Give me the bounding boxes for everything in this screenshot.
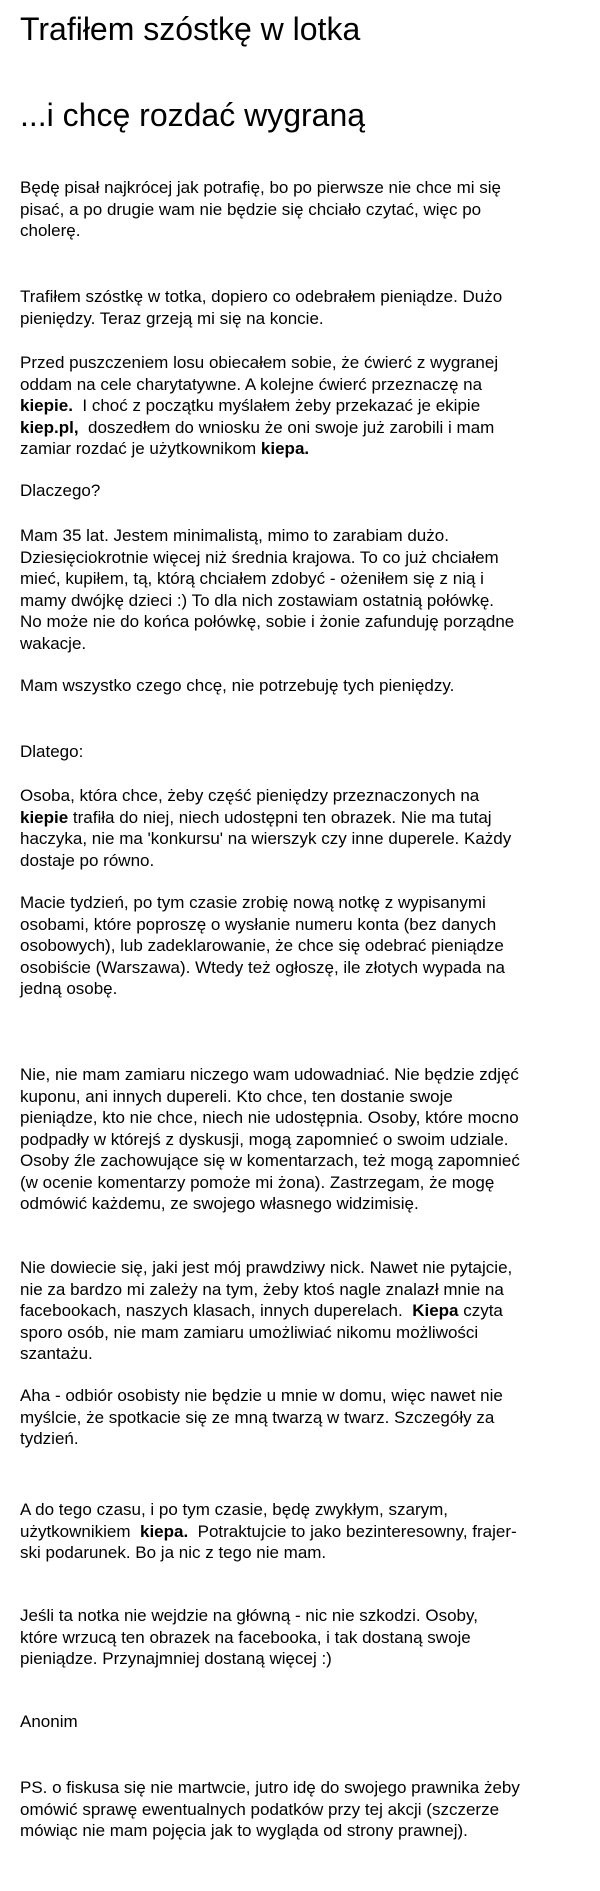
text-run: Macie tydzień, po tym czasie zrobię nową notkę z wypisanymi <box>20 893 486 912</box>
text-run: Dlaczego? <box>20 481 101 500</box>
text-line <box>20 1279 585 1301</box>
text-line <box>20 1820 585 1842</box>
bold-text: kiepie <box>20 807 69 827</box>
text-line <box>20 1385 585 1407</box>
text-run: I choć z początku myślałem żeby przekazać je ekipie <box>72 396 481 415</box>
text-line <box>20 1322 585 1344</box>
text-run: Będę pisał najkrócej jak potrafię, bo po pierwsze nie chce mi się <box>20 178 501 197</box>
text-run: Nie dowiecie się, jaki jest mój prawdziwy nick. Nawet nie pytajcie, <box>20 1258 513 1277</box>
text-run: mieć, kupiłem, tą, którą chciałem zdobyć - ożeniłem się z nią i <box>20 569 484 588</box>
text-line <box>20 1150 585 1172</box>
text-line <box>20 286 585 308</box>
facebook-paragraph <box>20 1605 585 1670</box>
text-line <box>20 1605 585 1627</box>
text-run: dostaje po równo. <box>20 850 155 870</box>
text-run: Mam wszystko czego chcę, nie potrzebuję tych pieniędzy. <box>20 676 455 695</box>
text-line <box>20 807 585 829</box>
text-run: Osoba, która chce, żeby część pieniędzy przeznaczonych na <box>20 786 480 805</box>
no-need-paragraph <box>20 675 585 697</box>
text-line <box>20 633 585 655</box>
text-line <box>20 1777 585 1799</box>
charity-paragraph <box>20 352 585 460</box>
text-line <box>20 1343 585 1365</box>
text-run: pieniędzy. Teraz grzeją mi się na koncie. <box>20 308 324 328</box>
text-line <box>20 1193 585 1215</box>
text-line <box>20 741 585 763</box>
intro-paragraph <box>20 177 585 242</box>
text-run: odmówić każdemu, ze swojego własnego widzimisię. <box>20 1194 419 1213</box>
text-line <box>20 1086 585 1108</box>
text-line <box>20 1064 585 1086</box>
text-line <box>20 611 585 633</box>
bold-text: Kiepa <box>412 1301 459 1320</box>
text-run: trafiła do niej, niech udostępni ten obrazek. Nie ma tutaj <box>68 807 492 827</box>
text-run: omówić sprawę ewentualnych podatków przy tej akcji (szczerze <box>20 1799 500 1819</box>
text-run: Aha - odbiór osobisty nie będzie u mnie w domu, więc nawet nie <box>20 1386 503 1405</box>
rules-paragraph <box>20 785 585 871</box>
text-run: Dziesięciokrotnie więcej niż średnia krajowa. To co już chciałem <box>20 547 499 567</box>
text-run: No może nie do końca połówkę, sobie i żonie zafunduję porządne <box>20 612 515 631</box>
text-line <box>20 220 585 242</box>
text-run: które wrzucą ten obrazek na facebooka, i tak dostaną swoje <box>20 1627 471 1647</box>
text-run: mamy dwójkę dzieci :) To dla nich zostawiam ostatnią połówkę. <box>20 590 495 610</box>
about-me-paragraph <box>20 525 585 654</box>
text-run: Anonim <box>20 1712 78 1731</box>
text-line <box>20 590 585 612</box>
text-run: Trafiłem szóstkę w totka, dopiero co odebrałem pieniądze. Dużo <box>20 287 503 306</box>
text-run: PS. o fiskusa się nie martwcie, jutro idę do swojego prawnika żeby <box>20 1778 520 1797</box>
text-line <box>20 1648 585 1670</box>
text-run: facebookach, naszych klasach, innych duperelach. <box>20 1301 413 1320</box>
text-run: Jeśli ta notka nie wejdzie na główną - nic nie szkodzi. Osoby, <box>20 1606 478 1625</box>
text-run: czyta <box>458 1301 503 1320</box>
pickup-paragraph <box>20 1385 585 1450</box>
text-line <box>20 1711 585 1733</box>
text-run: jedną osobę. <box>20 979 118 998</box>
text-line <box>20 525 585 547</box>
text-run: Dlatego: <box>20 742 84 761</box>
text-run: wakacje. <box>20 633 87 653</box>
text-line <box>20 568 585 590</box>
text-line <box>20 1300 585 1322</box>
text-line <box>20 957 585 979</box>
timeline-paragraph <box>20 892 585 1000</box>
text-run: doszedłem do wniosku że oni swoje już zarobili i mam <box>78 417 495 437</box>
text-run: nie za bardzo mi zależy na tym, żeby ktoś nagle znalazł mnie na <box>20 1279 504 1299</box>
page-title: Trafiłem szóstkę w lotka <box>20 11 361 47</box>
text-line <box>20 480 585 502</box>
text-line <box>20 1499 585 1521</box>
text-line <box>20 675 585 697</box>
meanwhile-paragraph <box>20 1499 585 1564</box>
text-run: zamiar rozdać je użytkownikom <box>20 439 261 458</box>
text-line <box>20 1172 585 1194</box>
why-paragraph <box>20 480 585 502</box>
text-line <box>20 417 585 439</box>
text-line <box>20 1129 585 1151</box>
bold-text: kiepa. <box>139 1521 189 1541</box>
text-run: Nie, nie mam zamiaru niczego wam udowadniać. Nie będzie zdjęć <box>20 1065 519 1084</box>
text-line <box>20 547 585 569</box>
text-line <box>20 1799 585 1821</box>
text-run: użytkownikiem <box>20 1521 140 1541</box>
text-run: Mam 35 lat. Jestem minimalistą, mimo to zarabiam dużo. <box>20 526 449 545</box>
text-line <box>20 828 585 850</box>
text-line <box>20 199 585 221</box>
text-line <box>20 914 585 936</box>
text-run: cholerę. <box>20 221 81 240</box>
text-run: oddam na cele charytatywne. A kolejne ćwierć przeznaczę na <box>20 374 483 394</box>
text-run: szantażu. <box>20 1344 93 1363</box>
text-run: A do tego czasu, i po tym czasie, będę zwykłym, szarym, <box>20 1500 448 1519</box>
text-run: pieniądze, kto nie chce, niech nie udostępnia. Osoby, które mocno <box>20 1108 519 1127</box>
text-line <box>20 1627 585 1649</box>
page-subtitle: ...i chcę rozdać wygraną <box>20 97 366 133</box>
text-run: pieniądze. Przynajmniej dostaną więcej :) <box>20 1649 332 1668</box>
text-line <box>20 850 585 872</box>
text-line <box>20 892 585 914</box>
text-run: Osoby źle zachowujące się w komentarzach, też mogą zapomnieć <box>20 1151 520 1170</box>
text-run: osobami, które poproszę o wysłanie numeru konta (bez danych <box>20 914 497 934</box>
anonymity-paragraph <box>20 1257 585 1365</box>
text-run: ski podarunek. Bo ja nic z tego nie mam. <box>20 1543 327 1562</box>
bold-text: kiep.pl, <box>20 417 79 437</box>
text-run: sporo osób, nie mam zamiaru umożliwiać nikomu możliwości <box>20 1322 479 1342</box>
ps-paragraph <box>20 1777 585 1842</box>
text-line <box>20 177 585 199</box>
win-paragraph <box>20 286 585 329</box>
text-run: podpadły w którejś z dyskusji, mogą zapomnieć o swoim udziale. <box>20 1129 509 1149</box>
text-run: kuponu, ani innych dupereli. Kto chce, ten dostanie swoje <box>20 1086 453 1106</box>
text-run: pisać, a po drugie wam nie będzie się chciało czytać, więc po <box>20 199 482 219</box>
text-run: osobiście (Warszawa). Wtedy też ogłoszę, ile złotych wypada na <box>20 957 506 977</box>
therefore-paragraph <box>20 741 585 763</box>
text-line <box>20 1107 585 1129</box>
text-run: (w ocenie komentarzy pomoże mi żona). Zastrzegam, że mogę <box>20 1172 495 1192</box>
text-line <box>20 438 585 460</box>
text-line <box>20 1521 585 1543</box>
text-run: Przed puszczeniem losu obiecałem sobie, że ćwierć z wygranej <box>20 353 499 372</box>
text-line <box>20 1428 585 1450</box>
text-run: Potraktujcie to jako bezinteresowny, frajer- <box>188 1521 517 1541</box>
bold-text: kiepie. <box>20 396 73 415</box>
text-run: haczyka, nie ma 'konkursu' na wierszyk czy inne duperele. Każdy <box>20 829 512 848</box>
text-line <box>20 308 585 330</box>
text-line <box>20 935 585 957</box>
text-line <box>20 1257 585 1279</box>
text-run: mówiąc nie mam pojęcia jak to wygląda od strony prawnej). <box>20 1821 468 1840</box>
text-line <box>20 978 585 1000</box>
text-run: tydzień. <box>20 1429 79 1448</box>
text-run: osobowych), lub zadeklarowanie, że chce się odebrać pieniądze <box>20 936 504 955</box>
text-line <box>20 1407 585 1429</box>
text-line <box>20 785 585 807</box>
no-proof-paragraph <box>20 1064 585 1215</box>
text-line <box>20 352 585 374</box>
bold-text: kiepa. <box>260 439 310 458</box>
signature-text <box>20 1711 585 1733</box>
text-run: myślcie, że spotkacie się ze mną twarzą w twarz. Szczegóły za <box>20 1407 495 1427</box>
text-line <box>20 374 585 396</box>
text-line <box>20 395 585 417</box>
text-line <box>20 1542 585 1564</box>
